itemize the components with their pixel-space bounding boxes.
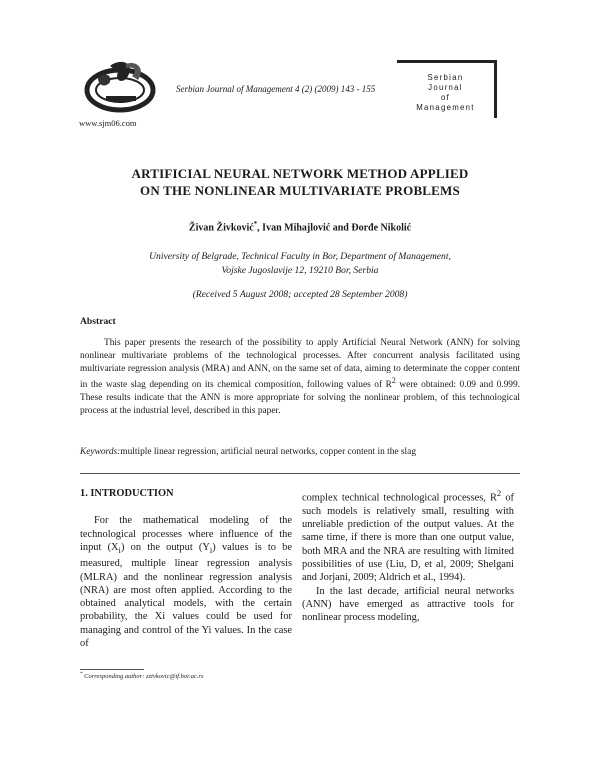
- abstract-heading: Abstract: [80, 316, 116, 327]
- left-column: [80, 487, 292, 650]
- paragraph: [80, 514, 292, 650]
- affiliation-line-1: University of Belgrade, Technical Faculty in Bor, Department of Management,: [149, 251, 451, 262]
- paragraph-text: complex technical technological processes, R: [302, 492, 497, 504]
- paragraph-text: ) on the output (Y: [120, 541, 210, 553]
- subscript: i: [118, 544, 121, 555]
- section-divider: [80, 473, 520, 474]
- paragraph: [302, 487, 514, 585]
- first-author: Živan Živković: [188, 222, 254, 234]
- affiliation-line-2: Vojske Jugoslavije 12, 19210 Bor, Serbia: [221, 265, 379, 276]
- keywords: [80, 447, 520, 457]
- abstract-text-part: were obtained: 0.09 and 0.999. These results indicate that the ANN is more appropriate for solving the nonlinear problem, of this technological process at the industrial level, described in this paper.: [80, 380, 521, 417]
- keywords-label: Keywords:: [80, 447, 121, 457]
- paper-title: [60, 165, 540, 199]
- right-column: [302, 487, 514, 624]
- paragraph-text: ) values is to be measured, multiple linear regression analysis (MLRA) and the nonlinear regression analysis (NRA) are most often applied. According to the obtained analytical models, with the certain probability, the Xi values could be used for managing and control of the Yi values. In the case of: [80, 541, 292, 650]
- footnote-mark: *: [80, 672, 83, 677]
- corresponding-mark: *: [253, 220, 258, 228]
- section-heading: 1. INTRODUCTION: [80, 488, 174, 499]
- footnote: [80, 672, 203, 680]
- superscript: 2: [496, 488, 502, 498]
- affiliation: [60, 250, 540, 278]
- journal-box-line: of: [440, 93, 451, 102]
- journal-box-line: Journal: [428, 83, 463, 92]
- abstract-body: [80, 337, 520, 418]
- paragraph-text: of such models is relatively small, resulting with unreliable prediction of the output values. At the same time, if there is more than one output value, both MRA and the NRA are resulting with limited possibilities of use (Liu, D, et al, 2009; Shelgani and Jorjani, 2009; Aldrich et al., 1994).: [302, 492, 514, 584]
- subscript: i: [209, 544, 213, 555]
- journal-box-line: Management: [416, 103, 475, 112]
- other-authors: , Ivan Mihajlović and Đorđe Nikolić: [257, 222, 412, 234]
- journal-name-box: [397, 60, 497, 118]
- paragraph: In the last decade, artificial neural networks (ANN) have emerged as attractive tools for nonlinear process modeling,: [302, 585, 514, 624]
- sjm-logo-icon: [80, 58, 160, 116]
- footnote-text: Corresponding author: zzivkovic@tf.bor.ac.rs: [82, 673, 204, 681]
- author-list: [60, 220, 540, 233]
- footnote-divider: [80, 669, 144, 670]
- journal-reference: Serbian Journal of Management 4 (2) (2009) 143 - 155: [176, 84, 376, 94]
- journal-box-line: Serbian: [427, 73, 464, 82]
- keywords-text: multiple linear regression, artificial neural networks, copper content in the slag: [120, 447, 417, 457]
- superscript: 2: [391, 376, 396, 386]
- paper-title-line-1: ARTIFICIAL NEURAL NETWORK METHOD APPLIED: [131, 166, 469, 181]
- paper-title-line-2: ON THE NONLINEAR MULTIVARIATE PROBLEMS: [140, 183, 460, 198]
- abstract-text-part: This paper presents the research of the possibility to apply Artificial Neural Network (ANN) for solving nonlinear multivariate problems of the technological processes. After concurrent analysis facilitated using multivariate regression analysis (MRA) and ANN, on the same set of data, aiming to determinate the copper content in the waste slag depending on its chemical composition, following values of R: [80, 338, 520, 391]
- paragraph-text: For the mathematical modeling of the technological processes where influence of the input (X: [80, 515, 292, 553]
- received-dates: (Received 5 August 2008; accepted 28 September 2008): [192, 289, 408, 300]
- site-url[interactable]: www.sjm06.com: [79, 118, 137, 128]
